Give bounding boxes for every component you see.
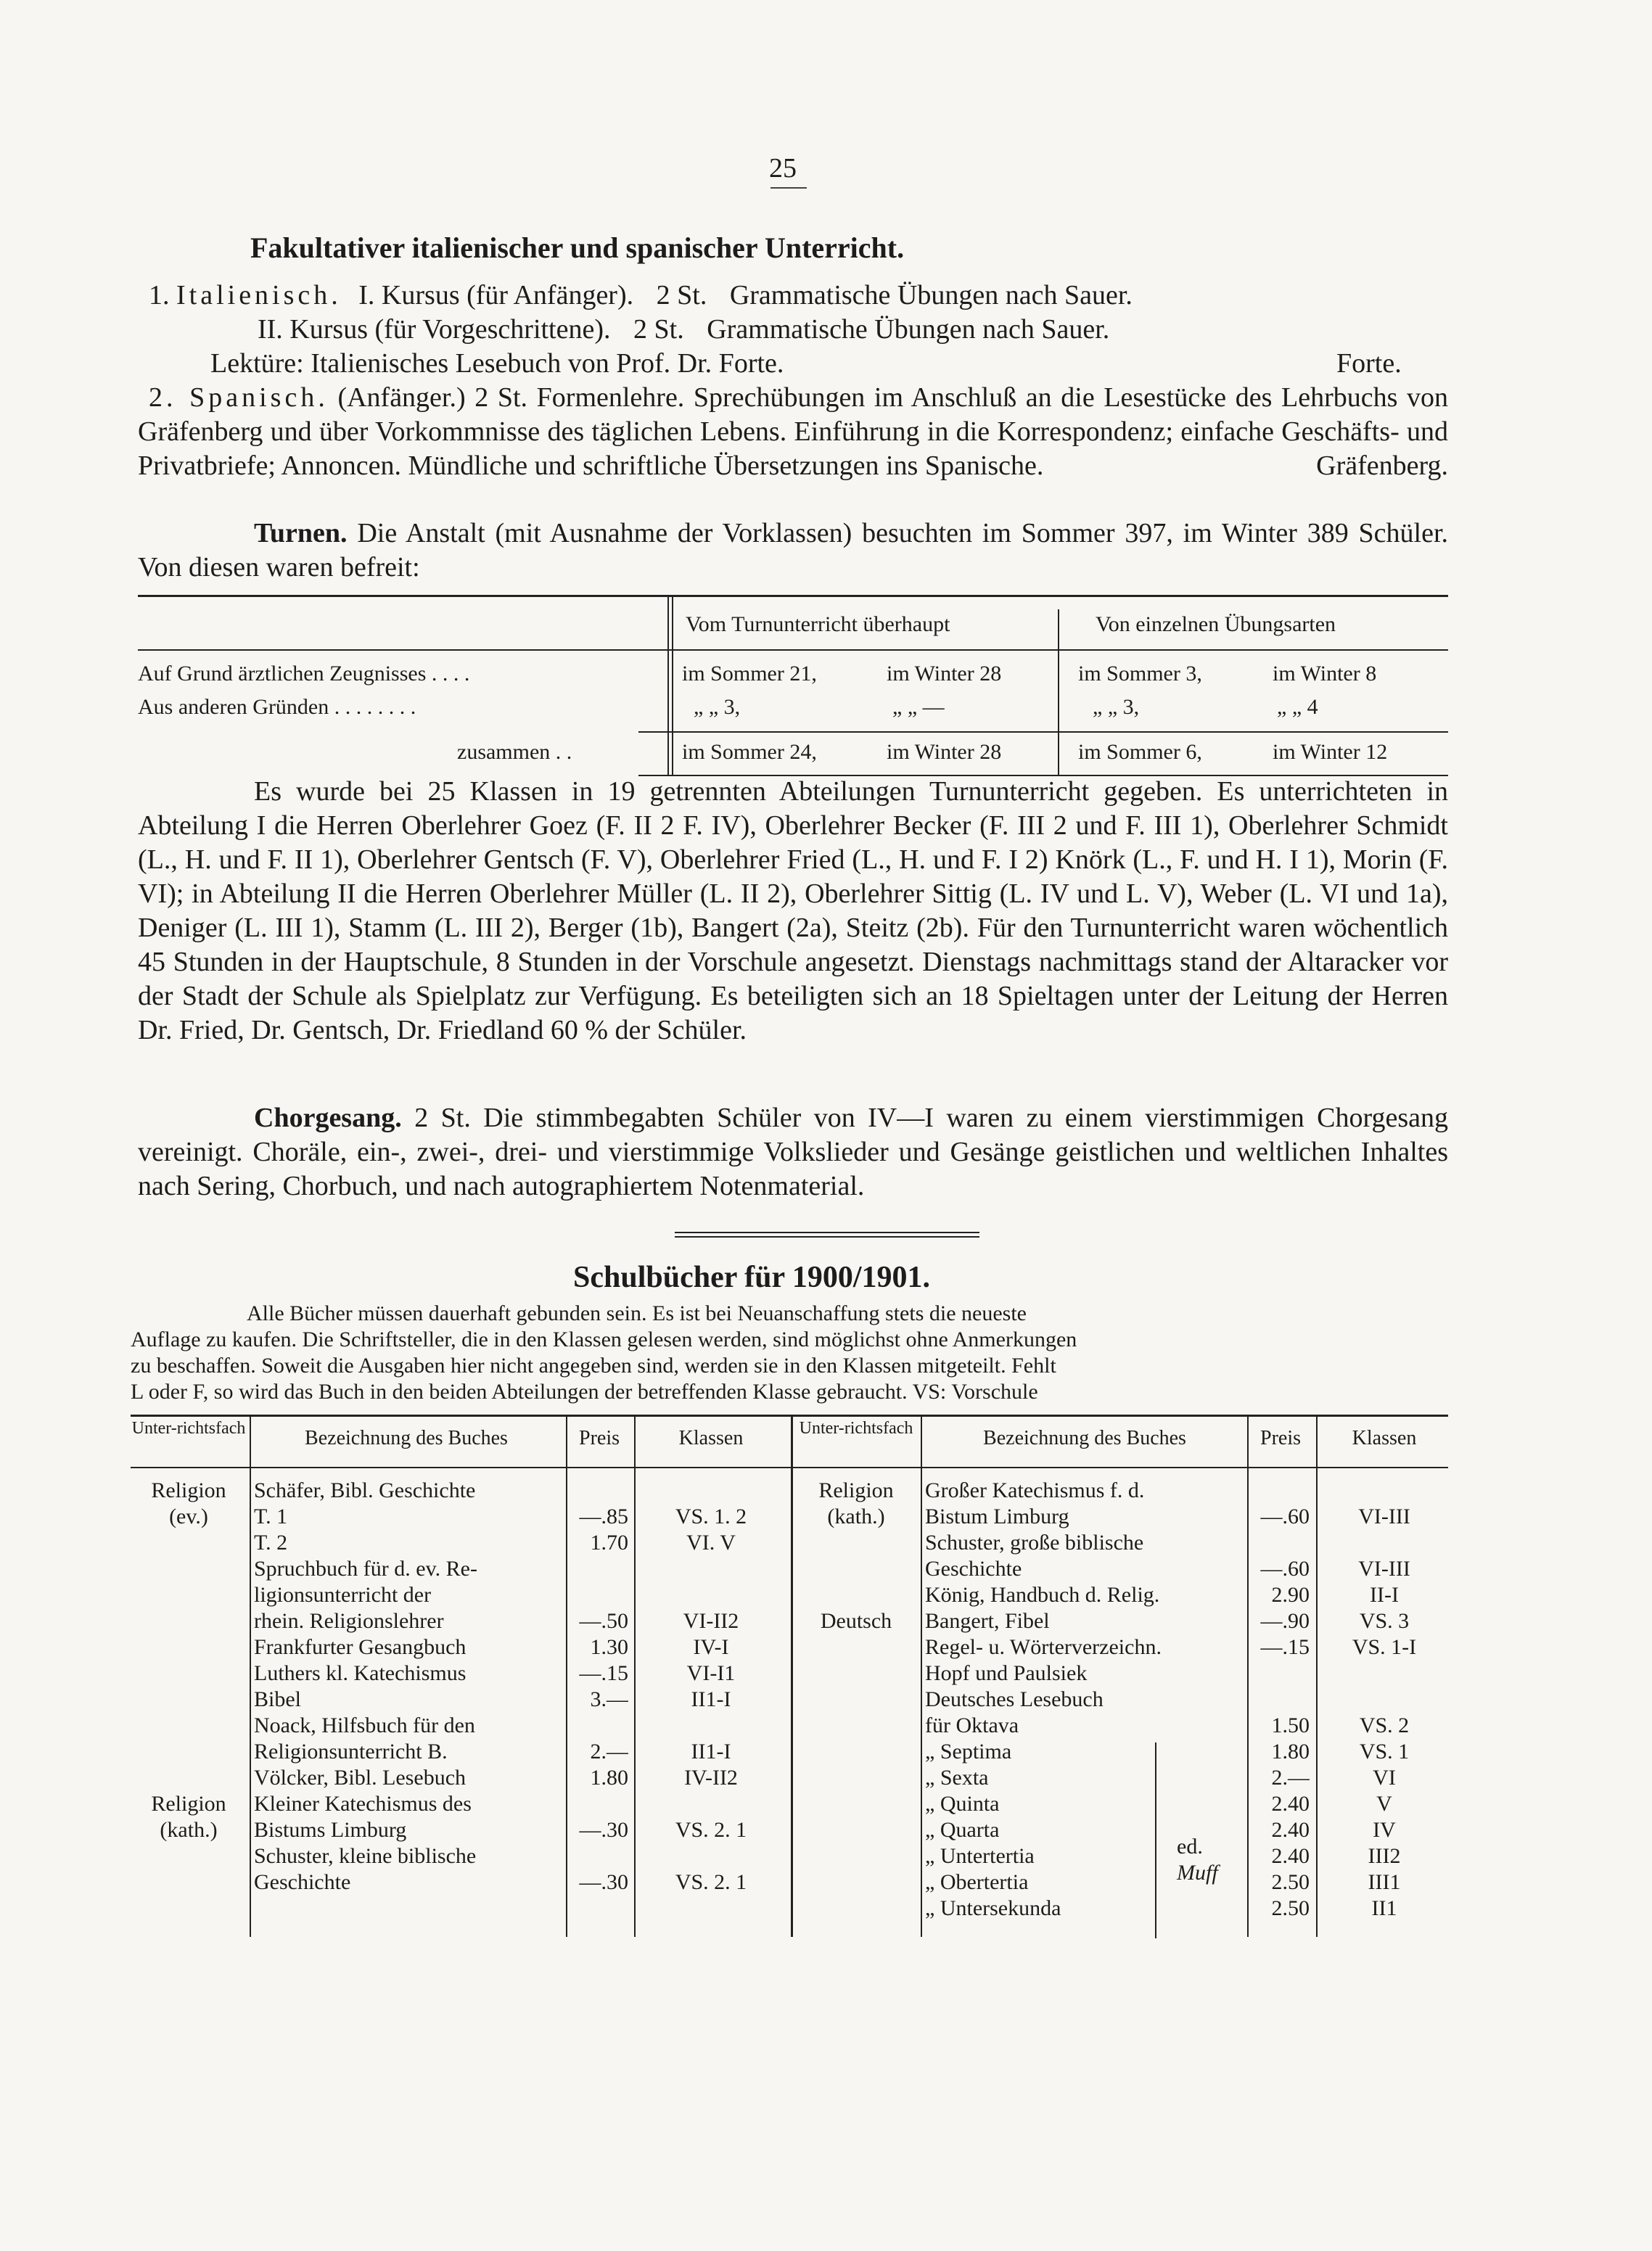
book-table-header-preis: Preis [1260, 1427, 1301, 1449]
turnen-cell: „ „ — [892, 695, 945, 719]
book-cell-buch: „ Untersekunda [925, 1896, 1061, 1920]
book-cell-buch: „ Quarta [925, 1818, 1000, 1842]
spanish-paragraph: 2. Spanisch. (Anfänger.) 2 St. Formenlehre. Sprechübungen im Anschluß an die Lesestücke des Lehrbuchs von Gräfenberg und über Vorkommnisse des täglichen Lebens. Einführung in die Korrespondenz; einfache Geschäfts- und Privatbriefe; Annoncen. Mündliche und schriftliche Übersetzungen ins Spanische. Gräfenberg. [138, 382, 1448, 481]
turnen-row-label: Auf Grund ärztlichen Zeugnisses . . . . [138, 662, 470, 686]
book-cell-klassen: II-I [1370, 1583, 1399, 1607]
page-number: 25 [769, 153, 797, 184]
book-cell-preis: 2.— [590, 1740, 628, 1764]
italian-line-2: II. Kursus (für Vorgeschrittene). 2 St. Grammatische Übungen nach Sauer. [258, 314, 1110, 345]
turnen-table-divider-2 [1058, 609, 1059, 776]
chorgesang-paragraph: Chorgesang. 2 St. Die stimmbegabten Schüler von IV—I waren zu einem vierstimmigen Chorgesang vereinigt. Choräle, ein-, zwei-, drei- und vierstimmige Volkslieder und Gesänge geistlichen und weltlichen Inhaltes nach Sering, Chorbuch, und nach autographiertem Notenmaterial. [138, 1103, 1449, 1201]
book-table-header-buch: Bezeichnung des Buches [305, 1427, 508, 1449]
book-table-column-divider [566, 1415, 567, 1937]
section-divider [675, 1232, 979, 1233]
book-cell-buch: Religionsunterricht B. [254, 1740, 448, 1764]
italian-teacher: Forte. [1336, 348, 1402, 379]
turnen-cell: im Winter 8 [1273, 662, 1377, 686]
book-cell-klassen: VI [1373, 1766, 1396, 1790]
schulbuecher-note-line-1: Alle Bücher müssen dauerhaft gebunden sein. Es ist bei Neuanschaffung stets die neueste [247, 1301, 1027, 1325]
book-cell-buch: „ Untertertia [925, 1844, 1035, 1868]
turnen-total-cell: im Winter 28 [887, 740, 1002, 764]
turnen-cell: im Sommer 21, [682, 662, 817, 686]
book-cell-buch: Regel- u. Wörterverzeichn. [925, 1635, 1162, 1659]
turnen-paragraph-2: Es wurde bei 25 Klassen in 19 getrennten Abteilungen Turnunterricht gegeben. Es unterrichteten in Abteilung I die Herren Oberlehrer Goez (F. II 2 F. IV), Oberlehrer Becker (F. III 2 und F. III 1), Oberlehrer Schmidt (L., H. und F. II 1), Oberlehrer Gentsch (F. V), Oberlehrer Fried (L., H. und F. I 2) Knörk (L., F. und H. I 1), Morin (F. VI); in Abteilung II die Herren Oberlehrer Müller (L. II 2), Oberlehrer Sittig (L. IV und L. V), Weber (L. VI und 1a), Deniger (L. III 1), Stamm (L. III 2), Berger (1b), Bangert (2a), Steitz (2b). Für den Turnunterricht waren wöchentlich 45 Stunden in der Hauptschule, 8 Stunden in der Vorschule angesetzt. Dienstags nachmittags stand der Altaracker vor der Stadt der Schule als Spielplatz zur Verfügung. Es beteiligten sich an 18 Spieltagen unter der Leitung der Herren Dr. Fried, Dr. Gentsch, Dr. Friedland 60 % der Schüler. [138, 776, 1448, 1045]
book-cell-klassen: VS. 3 [1359, 1609, 1410, 1633]
schulbuecher-note-line-2: Auflage zu kaufen. Die Schriftsteller, die in den Klassen gelesen werden, sind möglichst ohne Anmerkungen [131, 1328, 1077, 1351]
book-cell-klassen: VI-III [1358, 1505, 1410, 1528]
italian-line-1: 1. Italienisch. I. Kursus (für Anfänger). 2 St. Grammatische Übungen nach Sauer. [149, 280, 1133, 310]
turnen-cell: im Winter 28 [887, 662, 1002, 686]
turnen-paragraph: Turnen. Die Anstalt (mit Ausnahme der Vorklassen) besuchten im Sommer 397, im Winter 389 Schüler. Von diesen waren befreit: [138, 518, 1449, 583]
book-cell-fach: (ev.) [169, 1505, 208, 1528]
book-cell-fach: Religion [151, 1792, 226, 1816]
book-cell-klassen: VS. 1. 2 [675, 1505, 747, 1528]
book-cell-buch: Noack, Hilfsbuch für den [254, 1713, 475, 1737]
book-cell-klassen: VI. V [686, 1531, 736, 1555]
book-cell-buch: für Oktava [925, 1713, 1019, 1737]
turnen-total-cell: im Sommer 6, [1078, 740, 1202, 764]
book-table-column-divider [634, 1415, 636, 1937]
book-cell-klassen: IV-I [693, 1635, 729, 1659]
book-cell-fach: (kath.) [160, 1818, 218, 1842]
book-cell-klassen: VS. 2 [1359, 1713, 1410, 1737]
italian-line-3: Lektüre: Italienisches Lesebuch von Prof. Dr. Forte. [210, 348, 784, 379]
book-cell-buch: Frankfurter Gesangbuch [254, 1635, 467, 1659]
book-cell-klassen: VS. 1-I [1352, 1635, 1417, 1659]
turnen-total-cell: im Winter 12 [1273, 740, 1388, 764]
book-cell-preis: —.15 [579, 1661, 628, 1685]
book-table-top-rule [131, 1415, 1448, 1417]
book-table-column-divider [1247, 1415, 1249, 1937]
book-cell-buch: T. 2 [254, 1531, 288, 1555]
book-cell-preis: 1.70 [590, 1531, 628, 1555]
book-cell-preis: —.60 [1260, 1505, 1310, 1528]
schulbuecher-title: Schulbücher für 1900/1901. [573, 1261, 931, 1294]
book-cell-klassen: III2 [1368, 1844, 1401, 1868]
book-cell-preis: —.30 [579, 1870, 628, 1894]
book-cell-buch: T. 1 [254, 1505, 288, 1528]
book-cell-buch: ligionsunterricht der [254, 1583, 432, 1607]
turnen-table-divider-1 [667, 595, 669, 776]
turnen-table-top-rule [138, 595, 1448, 597]
turnen-row-label: Aus anderen Gründen . . . . . . . . [138, 695, 416, 719]
book-cell-klassen: VI-I1 [686, 1661, 736, 1685]
book-table-header-klassen: Klassen [1352, 1427, 1417, 1449]
book-table-header-buch: Bezeichnung des Buches [983, 1427, 1186, 1449]
book-table-column-divider [1316, 1415, 1318, 1937]
book-cell-buch: Bangert, Fibel [925, 1609, 1050, 1633]
turnen-cell: „ „ 4 [1277, 695, 1318, 719]
book-table-header-preis: Preis [579, 1427, 620, 1449]
book-table-column-divider [250, 1415, 251, 1937]
book-cell-preis: 1.30 [590, 1635, 628, 1659]
book-cell-preis: —.85 [579, 1505, 628, 1528]
book-cell-buch: Bistums Limburg [254, 1818, 407, 1842]
book-cell-preis: 3.— [590, 1687, 628, 1711]
book-cell-buch: Luthers kl. Katechismus [254, 1661, 467, 1685]
book-cell-klassen: II1 [1371, 1896, 1397, 1920]
book-cell-fach: (kath.) [827, 1505, 885, 1528]
turnen-total-label: zusammen . . [457, 740, 572, 764]
book-cell-klassen: IV [1373, 1818, 1396, 1842]
book-cell-preis: 1.80 [590, 1766, 628, 1790]
edition-bracket [1155, 1742, 1156, 1938]
book-cell-buch: Spruchbuch für d. ev. Re- [254, 1557, 477, 1581]
turnen-header-overall: Vom Turnunterricht überhaupt [686, 612, 950, 636]
book-cell-klassen: V [1376, 1792, 1392, 1816]
book-cell-buch: Schuster, große biblische [925, 1531, 1144, 1555]
book-cell-buch: Bibel [254, 1687, 301, 1711]
book-cell-buch: „ Quinta [925, 1792, 1000, 1816]
book-cell-preis: —.30 [579, 1818, 628, 1842]
book-cell-buch: Großer Katechismus f. d. [925, 1478, 1145, 1502]
book-cell-buch: Geschichte [925, 1557, 1022, 1581]
book-cell-klassen: VI-II2 [683, 1609, 739, 1633]
book-cell-preis: 2.50 [1271, 1870, 1310, 1894]
section-title-italian-spanish: Fakultativer italienischer und spanischer Unterricht. [250, 231, 905, 264]
book-cell-preis: 1.50 [1271, 1713, 1310, 1737]
book-table-center-divider [791, 1415, 793, 1937]
book-cell-klassen: VS. 2. 1 [675, 1818, 747, 1842]
book-cell-preis: 2.90 [1271, 1583, 1310, 1607]
book-table-header-rule [131, 1467, 1448, 1468]
schulbuecher-note-line-4: L oder F, so wird das Buch in den beiden Abteilungen der betreffenden Klasse gebraucht. VS: Vorschule [131, 1380, 1038, 1404]
book-cell-fach: Religion [818, 1478, 894, 1502]
book-cell-klassen: VS. 2. 1 [675, 1870, 747, 1894]
book-cell-buch: „ Septima [925, 1740, 1012, 1764]
schulbuecher-note-line-3: zu beschaffen. Soweit die Ausgaben hier nicht angegeben sind, werden sie in den Klassen mitgeteilt. Fehlt [131, 1354, 1056, 1378]
section-divider-2 [675, 1236, 979, 1238]
book-cell-preis: 2.50 [1271, 1896, 1310, 1920]
book-cell-klassen: II1-I [691, 1687, 731, 1711]
book-cell-preis: —.60 [1260, 1557, 1310, 1581]
book-cell-buch: „ Sexta [925, 1766, 989, 1790]
book-cell-preis: —.15 [1260, 1635, 1310, 1659]
page-number-rule [770, 187, 807, 189]
book-cell-preis: 2.40 [1271, 1792, 1310, 1816]
book-cell-preis: 2.— [1271, 1766, 1310, 1790]
edition-note-muff: Muff [1177, 1861, 1218, 1885]
book-cell-preis: 2.40 [1271, 1844, 1310, 1868]
book-table-header-klassen: Klassen [678, 1427, 744, 1449]
turnen-table-divider-1b [672, 595, 673, 776]
turnen-total-cell: im Sommer 24, [682, 740, 817, 764]
book-cell-buch: Schuster, kleine biblische [254, 1844, 477, 1868]
turnen-cell: im Sommer 3, [1078, 662, 1202, 686]
book-cell-preis: —.90 [1260, 1609, 1310, 1633]
book-table-header-fach: Unter-richtsfach [799, 1419, 913, 1438]
book-cell-klassen: III1 [1368, 1870, 1401, 1894]
book-cell-buch: Deutsches Lesebuch [925, 1687, 1104, 1711]
book-cell-buch: Völcker, Bibl. Lesebuch [254, 1766, 467, 1790]
turnen-header-partial: Von einzelnen Übungsarten [1096, 612, 1336, 636]
book-cell-preis: 2.40 [1271, 1818, 1310, 1842]
book-cell-buch: Kleiner Katechismus des [254, 1792, 472, 1816]
book-cell-buch: Hopf und Paulsiek [925, 1661, 1088, 1685]
turnen-table-sum-rule [638, 731, 1448, 733]
book-cell-fach: Religion [151, 1478, 226, 1502]
turnen-cell: „ „ 3, [1093, 695, 1140, 719]
book-cell-buch: Bistum Limburg [925, 1505, 1069, 1528]
book-cell-klassen: IV-II2 [684, 1766, 738, 1790]
book-cell-preis: —.50 [579, 1609, 628, 1633]
book-cell-buch: König, Handbuch d. Relig. [925, 1583, 1160, 1607]
book-cell-buch: Geschichte [254, 1870, 351, 1894]
book-cell-buch: Schäfer, Bibl. Geschichte [254, 1478, 476, 1502]
book-cell-buch: „ Obertertia [925, 1870, 1029, 1894]
book-table-column-divider [921, 1415, 922, 1937]
book-cell-preis: 1.80 [1271, 1740, 1310, 1764]
turnen-table-header-rule [138, 649, 1448, 651]
book-cell-klassen: VS. 1 [1359, 1740, 1410, 1764]
book-cell-klassen: VI-III [1358, 1557, 1410, 1581]
book-table-header-fach: Unter-richtsfach [131, 1419, 246, 1438]
turnen-cell: „ „ 3, [694, 695, 741, 719]
book-cell-buch: rhein. Religionslehrer [254, 1609, 444, 1633]
book-cell-fach: Deutsch [820, 1609, 892, 1633]
book-cell-klassen: II1-I [691, 1740, 731, 1764]
edition-note-ed: ed. [1177, 1835, 1203, 1859]
